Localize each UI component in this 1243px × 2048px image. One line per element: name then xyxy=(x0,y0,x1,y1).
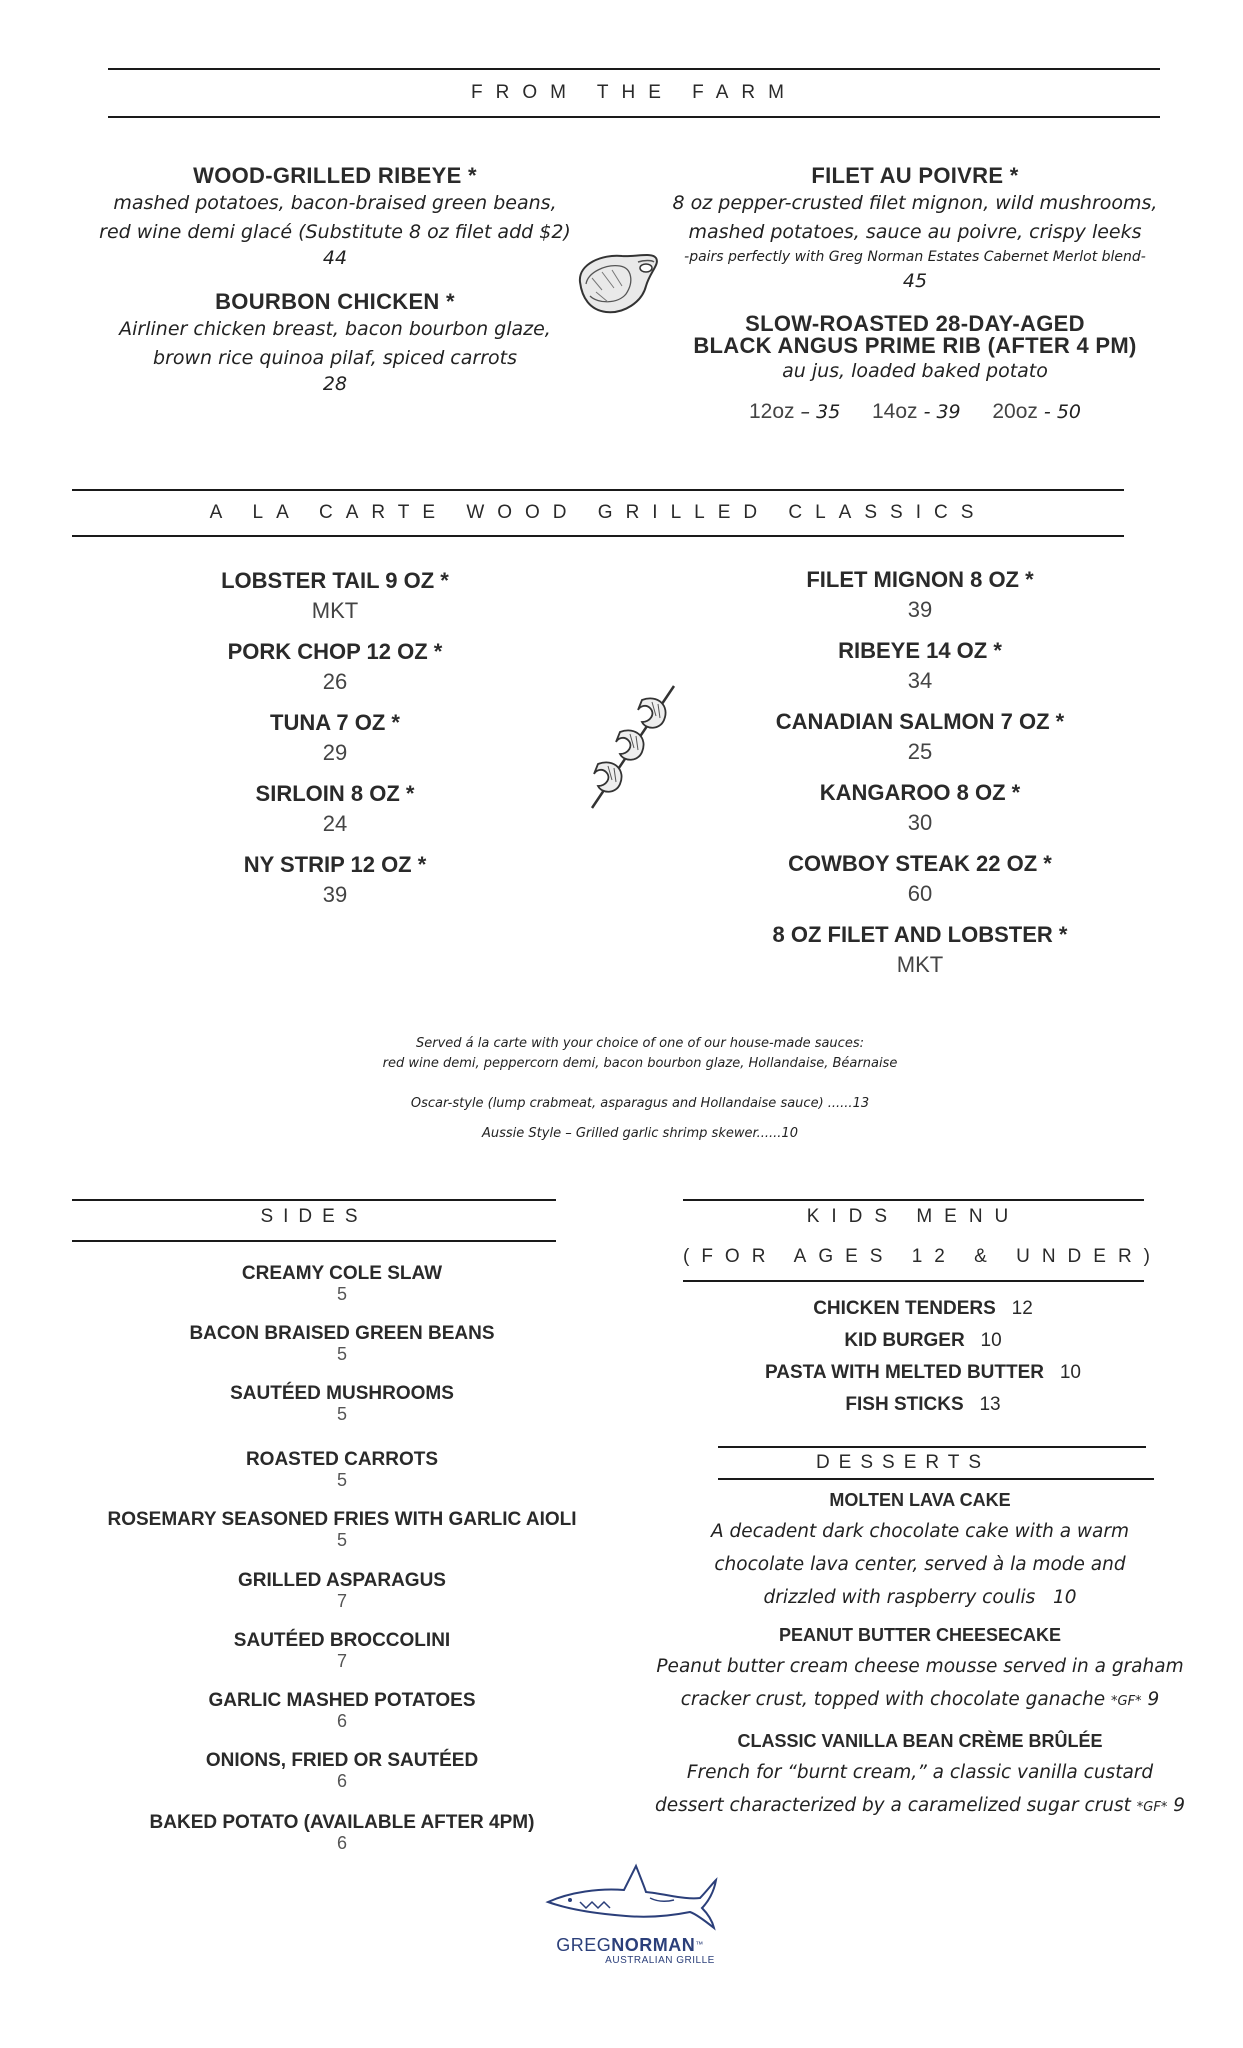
classic-price: 34 xyxy=(907,668,933,693)
prime-rib-name-1: SLOW-ROASTED 28-DAY-AGED xyxy=(745,311,1085,336)
side-price: 5 xyxy=(336,1530,347,1550)
classic-item xyxy=(665,851,1175,922)
sides-top-rule xyxy=(72,1199,556,1201)
kids-list xyxy=(683,1298,1163,1426)
classics-top-rule xyxy=(72,489,1124,491)
side-item xyxy=(62,1323,622,1383)
classic-item xyxy=(665,567,1175,638)
prime-rib-sep-14: - xyxy=(917,401,937,423)
classics-notes xyxy=(160,1034,1120,1144)
farm-top-rule xyxy=(108,68,1160,70)
side-price: 5 xyxy=(336,1404,347,1424)
chicken-desc-2: brown rice quinoa pilaf, spiced carrots xyxy=(153,347,517,369)
ribeye-price: 44 xyxy=(322,247,348,269)
dessert-desc-1: French for “burnt cream,” a classic vanilla custard xyxy=(686,1762,1154,1783)
classic-name: CANADIAN SALMON 7 OZ * xyxy=(775,709,1065,734)
gf-badge: *GF* xyxy=(1111,1694,1142,1709)
classic-name: 8 OZ FILET AND LOBSTER * xyxy=(772,922,1068,947)
logo-brand-left: GREG xyxy=(556,1935,612,1955)
dessert-desc-1: A decadent dark chocolate cake with a warm xyxy=(710,1521,1130,1542)
side-price: 7 xyxy=(336,1591,347,1611)
filet-poivre-item xyxy=(655,163,1175,295)
classic-item xyxy=(80,852,590,923)
classic-price: MKT xyxy=(311,598,359,623)
side-price: 5 xyxy=(336,1284,347,1304)
classic-name: KANGAROO 8 OZ * xyxy=(819,780,1021,805)
side-name: BACON BRAISED GREEN BEANS xyxy=(189,1323,495,1344)
side-name: BAKED POTATO (AVAILABLE AFTER 4PM) xyxy=(149,1812,535,1833)
kids-item-price: 12 xyxy=(1011,1298,1033,1319)
sides-heading: SIDES xyxy=(260,1206,368,1227)
side-item xyxy=(62,1509,622,1570)
side-price: 5 xyxy=(336,1470,347,1490)
classics-left-list xyxy=(80,568,590,923)
greg-norman-logo xyxy=(520,1862,740,1982)
side-name: ONIONS, FRIED OR SAUTÉED xyxy=(205,1750,479,1771)
side-price: 7 xyxy=(336,1651,347,1671)
gf-badge: *GF* xyxy=(1136,1800,1168,1815)
kids-item-price: 10 xyxy=(1059,1362,1081,1383)
prime-rib-size-14: 14oz xyxy=(871,400,918,423)
kids-bottom-rule xyxy=(683,1280,1144,1282)
chicken-price: 28 xyxy=(322,373,348,395)
dessert-desc-3-text: drizzled with raspberry coulis xyxy=(763,1587,1036,1608)
logo-wordmark xyxy=(520,1935,740,1955)
prime-rib-sep-12: – xyxy=(794,401,817,423)
ribeye-desc-2: red wine demi glacé (Substitute 8 oz filet add $2) xyxy=(99,221,571,243)
classic-name: NY STRIP 12 OZ * xyxy=(243,852,427,877)
side-name: CREAMY COLE SLAW xyxy=(241,1263,443,1284)
classic-item xyxy=(665,922,1175,993)
sides-list xyxy=(62,1263,622,1872)
side-name: GARLIC MASHED POTATOES xyxy=(208,1690,476,1711)
classic-name: TUNA 7 OZ * xyxy=(270,710,400,735)
dessert-price: 10 xyxy=(1052,1587,1077,1608)
classic-price: 25 xyxy=(907,739,933,764)
dessert-desc-2-text: cracker crust, topped with chocolate ganache xyxy=(680,1689,1106,1710)
prime-rib-sizes xyxy=(655,400,1175,424)
side-name: ROASTED CARROTS xyxy=(245,1449,439,1470)
classic-name: PORK CHOP 12 OZ * xyxy=(227,639,443,664)
kids-item xyxy=(683,1330,1163,1362)
dessert-desc-3 xyxy=(645,1581,1195,1614)
kids-item xyxy=(683,1394,1163,1426)
dessert-name: PEANUT BUTTER CHEESECAKE xyxy=(778,1625,1062,1645)
logo-brand-right: NORMAN xyxy=(611,1935,696,1955)
classic-item xyxy=(665,638,1175,709)
aussie-style-note: Aussie Style – Grilled garlic shrimp skewer......10 xyxy=(482,1126,798,1141)
dessert-desc-2: chocolate lava center, served à la mode and xyxy=(714,1554,1126,1575)
classic-price: 39 xyxy=(907,597,933,622)
farm-heading: FROM THE FARM xyxy=(471,82,797,103)
kids-item xyxy=(683,1298,1163,1330)
classic-price: 29 xyxy=(322,740,348,765)
side-name: GRILLED ASPARAGUS xyxy=(238,1570,446,1591)
ribeye-name: WOOD-GRILLED RIBEYE * xyxy=(193,163,477,188)
classic-price: 26 xyxy=(322,669,348,694)
classic-item xyxy=(80,781,590,852)
side-item xyxy=(62,1750,622,1812)
side-item xyxy=(62,1570,622,1630)
classic-item xyxy=(80,568,590,639)
prime-rib-size-12: 12oz xyxy=(748,400,795,423)
prime-rib-price-20: 50 xyxy=(1056,401,1082,423)
sauce-note-2: red wine demi, peppercorn demi, bacon bourbon glaze, Hollandaise, Béarnaise xyxy=(382,1056,898,1071)
side-item xyxy=(62,1263,622,1323)
classic-item xyxy=(665,709,1175,780)
classic-item xyxy=(80,710,590,781)
dessert-desc-2-text: dessert characterized by a caramelized sugar crust xyxy=(654,1795,1131,1816)
kids-heading: KIDS MENU xyxy=(806,1206,1021,1227)
kids-item-name: PASTA WITH MELTED BUTTER xyxy=(765,1362,1044,1383)
prime-rib-desc: au jus, loaded baked potato xyxy=(782,360,1048,382)
classic-price: 39 xyxy=(322,882,348,907)
dessert-desc-2 xyxy=(645,1683,1195,1718)
side-name: ROSEMARY SEASONED FRIES WITH GARLIC AIOLI xyxy=(107,1509,577,1530)
side-item xyxy=(62,1383,622,1449)
kids-item-name: KID BURGER xyxy=(844,1330,965,1351)
dessert-item-lava xyxy=(645,1485,1195,1614)
kids-item-price: 10 xyxy=(980,1330,1002,1351)
dessert-name: CLASSIC VANILLA BEAN CRÈME BRÛLÉE xyxy=(737,1731,1103,1751)
side-item xyxy=(62,1690,622,1750)
logo-tagline: AUSTRALIAN GRILLE xyxy=(605,1955,715,1966)
classic-name: RIBEYE 14 OZ * xyxy=(838,638,1002,663)
desserts-bottom-rule xyxy=(718,1478,1154,1480)
oscar-style-note: Oscar-style (lump crabmeat, asparagus and Hollandaise sauce) ......13 xyxy=(410,1096,870,1111)
side-price: 6 xyxy=(336,1711,347,1731)
desserts-top-rule xyxy=(718,1446,1146,1448)
classic-price: MKT xyxy=(896,952,944,977)
prime-rib-size-20: 20oz xyxy=(992,400,1038,423)
sauce-note-1: Served á la carte with your choice of one of our house-made sauces: xyxy=(416,1036,864,1051)
chicken-name: BOURBON CHICKEN * xyxy=(215,289,455,314)
prime-rib-price-12: 35 xyxy=(816,401,841,423)
filet-poivre-price: 45 xyxy=(902,270,928,292)
kids-age-heading: (FOR AGES 12 & UNDER) xyxy=(683,1246,1162,1267)
kids-top-rule xyxy=(683,1199,1144,1201)
classic-name: LOBSTER TAIL 9 OZ * xyxy=(221,568,449,593)
dessert-price: 9 xyxy=(1173,1795,1186,1816)
ribeye-item xyxy=(80,163,590,269)
shark-logo-icon xyxy=(540,1862,720,1934)
chicken-item xyxy=(80,289,590,395)
dessert-item-brulee xyxy=(645,1726,1195,1824)
side-price: 6 xyxy=(336,1771,347,1791)
classic-name: COWBOY STEAK 22 OZ * xyxy=(788,851,1052,876)
classic-price: 60 xyxy=(907,881,933,906)
classic-name: SIRLOIN 8 OZ * xyxy=(255,781,415,806)
prime-rib-item xyxy=(655,313,1175,424)
classics-bottom-rule xyxy=(72,535,1124,537)
sides-bottom-rule xyxy=(72,1240,556,1242)
classic-price: 24 xyxy=(322,811,348,836)
side-item xyxy=(62,1630,622,1690)
classics-right-list xyxy=(665,567,1175,993)
prime-rib-name-2: BLACK ANGUS PRIME RIB (AFTER 4 PM) xyxy=(693,333,1137,358)
classic-item xyxy=(665,780,1175,851)
filet-poivre-desc-2: mashed potatoes, sauce au poivre, crispy leeks xyxy=(688,221,1142,243)
side-price: 6 xyxy=(336,1833,347,1853)
kids-item-name: FISH STICKS xyxy=(845,1394,964,1415)
kids-item xyxy=(683,1362,1163,1394)
dessert-price: 9 xyxy=(1147,1689,1160,1710)
desserts-list xyxy=(645,1485,1195,1824)
chicken-desc-1: Airliner chicken breast, bacon bourbon glaze, xyxy=(119,318,551,340)
dessert-desc-1: Peanut butter cream cheese mousse served in a graham xyxy=(656,1656,1184,1677)
desserts-heading: DESSERTS xyxy=(815,1452,991,1473)
side-item xyxy=(62,1449,622,1509)
side-price: 5 xyxy=(336,1344,347,1364)
side-name: SAUTÉED BROCCOLINI xyxy=(233,1630,451,1651)
ribeye-desc-1: mashed potatoes, bacon-braised green beans, xyxy=(113,192,557,214)
classic-name: FILET MIGNON 8 OZ * xyxy=(806,567,1034,592)
classic-item xyxy=(80,639,590,710)
dessert-name: MOLTEN LAVA CAKE xyxy=(829,1490,1011,1510)
prime-rib-sep-20: - xyxy=(1037,401,1057,423)
kids-item-price: 13 xyxy=(979,1394,1001,1415)
filet-poivre-name: FILET AU POIVRE * xyxy=(811,163,1019,188)
dessert-desc-2 xyxy=(645,1789,1195,1824)
classics-heading: A LA CARTE WOOD GRILLED CLASSICS xyxy=(209,502,987,523)
kids-item-name: CHICKEN TENDERS xyxy=(813,1298,996,1319)
filet-poivre-desc-1: 8 oz pepper-crusted filet mignon, wild mushrooms, xyxy=(672,192,1158,214)
dessert-item-cheesecake xyxy=(645,1620,1195,1718)
steak-illustration xyxy=(572,242,662,322)
filet-poivre-pairing: -pairs perfectly with Greg Norman Estates Cabernet Merlot blend- xyxy=(684,249,1146,265)
prime-rib-price-14: 39 xyxy=(936,401,961,423)
farm-bottom-rule xyxy=(108,116,1160,118)
side-name: SAUTÉED MUSHROOMS xyxy=(230,1383,454,1404)
logo-trademark: ™ xyxy=(695,1940,704,1949)
classic-price: 30 xyxy=(907,810,933,835)
